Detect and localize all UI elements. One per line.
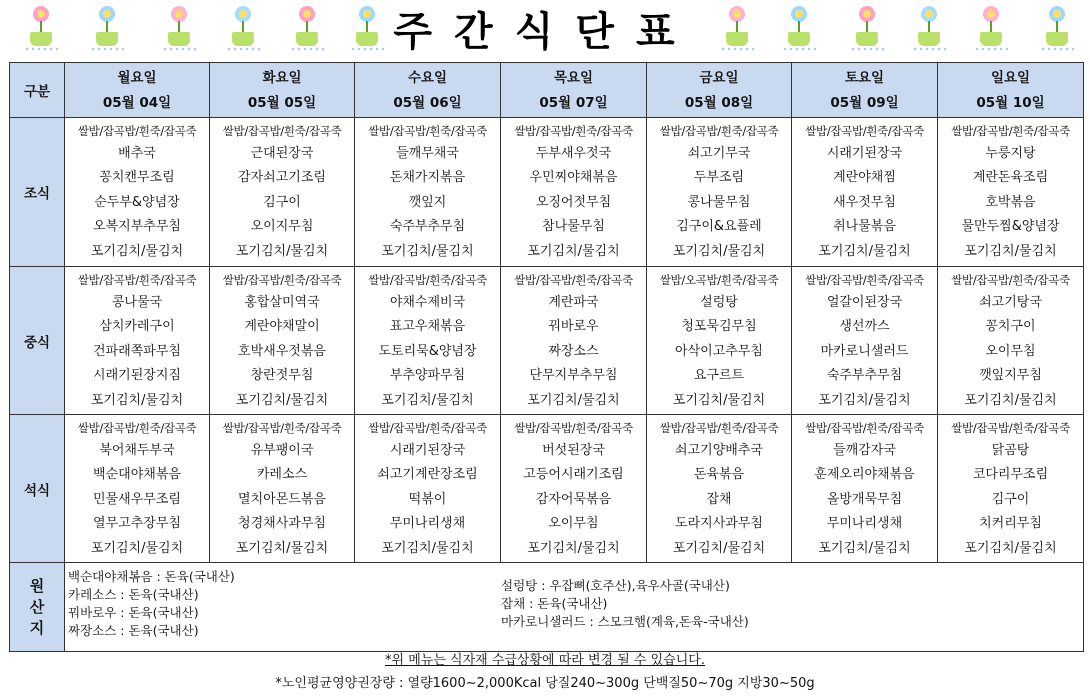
menu-cell (65, 118, 210, 267)
origin-list-left (68, 568, 235, 640)
menu-item: 민물새우무조림 (93, 491, 181, 507)
menu-item: 표고우채볶음 (389, 319, 466, 335)
menu-item: 마카로니샐러드 (820, 343, 909, 359)
menu-item: 포기김치/물김치 (964, 392, 1057, 408)
flower-pot-icon (24, 6, 58, 54)
menu-item: 물만두찜&양념장 (961, 219, 1060, 235)
menu-item: 돈육볶음 (693, 467, 745, 483)
menu-item: 오징어젓무침 (535, 194, 612, 210)
menu-cell (938, 118, 1084, 267)
menu-item: 쌀밥/잡곡밥/흰죽/잡곡죽 (805, 273, 924, 287)
menu-item: 쌀밥/잡곡밥/흰죽/잡곡죽 (514, 273, 633, 287)
menu-item: 시래기된장국 (389, 443, 466, 458)
breakfast-row (10, 118, 1084, 267)
menu-item: 쌀밥/잡곡밥/흰죽/잡곡죽 (77, 421, 197, 435)
day-header (65, 63, 210, 118)
menu-item: 도라지사과무침 (675, 516, 763, 532)
menu-item: 코다리무조림 (972, 467, 1049, 483)
menu-item: 창란젓무침 (250, 368, 314, 384)
menu-cell (501, 415, 647, 563)
menu-item: 쌀밥/잡곡밥/흰죽/잡곡죽 (368, 273, 487, 287)
menu-item: 포기김치/물김치 (90, 392, 184, 408)
menu-item: 쇠고기계란장조림 (377, 467, 478, 483)
origin-item: 마카로니샐러드 : 스모크햄(계육,돈육-국내산) (501, 614, 749, 629)
origin-row (10, 563, 1084, 652)
menu-item: 설렁탕 (700, 295, 738, 310)
origin-item: 설렁탕 : 우잡뼈(호주산),육우사골(국내산) (501, 578, 730, 593)
menu-item: 얼갈이된장국 (826, 295, 903, 310)
menu-cell (792, 415, 938, 563)
flower-pot-icon (162, 6, 196, 54)
menu-item: 오이지무침 (250, 219, 314, 235)
origin-item: 카레소스 : 돈육(국내산) (68, 587, 199, 602)
menu-item: 포기김치/물김치 (235, 540, 329, 556)
menu-item: 삼치카레구이 (99, 319, 175, 335)
lunch-row (10, 267, 1084, 415)
flower-pot-icon (850, 6, 884, 54)
menu-item: 백순대야채볶음 (93, 467, 181, 483)
date-label: 05월 06일 (393, 95, 462, 111)
menu-item: 포기김치/물김치 (527, 540, 620, 556)
date-label: 05월 09일 (830, 95, 899, 111)
menu-item: 포기김치/물김치 (672, 243, 766, 259)
origin-item: 꿔바로우 : 돈육(국내산) (68, 605, 199, 620)
menu-item: 꽁치캔무조림 (99, 170, 175, 186)
menu-item: 카레소스 (256, 467, 308, 483)
menu-item: 쌀밥/잡곡밥/흰죽/잡곡죽 (951, 124, 1070, 138)
weekday-label: 일요일 (990, 70, 1031, 86)
menu-item: 포기김치/물김치 (527, 243, 620, 259)
menu-item: 들깨감자국 (833, 443, 896, 458)
menu-item: 도토리묵&양념장 (378, 343, 477, 359)
menu-item: 포기김치/물김치 (818, 392, 911, 408)
day-header-row (10, 63, 1084, 118)
menu-item: 쌀밥/잡곡밥/흰죽/잡곡죽 (659, 124, 779, 138)
menu-item: 쌀밥/잡곡밥/흰죽/잡곡죽 (805, 124, 924, 138)
menu-cell (210, 415, 355, 563)
menu-item: 버섯된장국 (542, 443, 605, 458)
menu-item: 포기김치/물김치 (90, 243, 184, 259)
menu-item: 닭곰탕 (991, 443, 1030, 458)
menu-item: 쌀밥/잡곡밥/흰죽/잡곡죽 (368, 421, 487, 435)
meal-label: 조식 (10, 118, 65, 267)
menu-item: 계란파국 (548, 295, 599, 310)
menu-item: 쌀밥/잡곡밥/흰죽/잡곡죽 (514, 124, 633, 138)
menu-item: 쌀밥/잡곡밥/흰죽/잡곡죽 (659, 421, 779, 435)
menu-item: 포기김치/물김치 (527, 392, 620, 408)
menu-item: 숙주부추무침 (826, 368, 903, 384)
menu-item: 포기김치/물김치 (964, 243, 1057, 259)
meal-label: 중식 (10, 267, 65, 415)
menu-item: 숙주부추무침 (389, 219, 466, 235)
menu-item: 청경채사과무침 (238, 516, 326, 532)
menu-item: 우민찌야채볶음 (529, 170, 618, 186)
menu-cell (355, 118, 501, 267)
menu-cell (210, 118, 355, 267)
nutrition-guideline: *노인평균영양권장량 : 열량1600~2,000Kcal 당질240~300g 단백질50~70g 지방30~50g (275, 676, 815, 691)
menu-item: 김구이&요플레 (676, 219, 762, 235)
flower-pot-icon (226, 6, 260, 54)
weekly-menu-table (9, 62, 1084, 652)
flower-pot-icon (90, 6, 124, 54)
day-header (501, 63, 647, 118)
menu-item: 열무고추장무침 (93, 516, 181, 532)
dinner-row (10, 415, 1084, 563)
menu-item: 쌀밥/잡곡밥/흰죽/잡곡죽 (222, 273, 342, 287)
origin-label-char: 산 (29, 597, 45, 616)
weekday-label: 수요일 (407, 70, 448, 86)
menu-item: 감자어묵볶음 (535, 491, 612, 507)
flower-pot-icon (1040, 6, 1074, 54)
menu-item: 쌀밥/잡곡밥/흰죽/잡곡죽 (368, 124, 487, 138)
origin-item: 잡채 : 돈육(국내산) (501, 596, 608, 611)
origin-item: 백순대야채볶음 : 돈육(국내산) (68, 569, 235, 584)
menu-item: 포기김치/물김치 (90, 540, 184, 556)
day-header (647, 63, 792, 118)
menu-cell (792, 118, 938, 267)
weekday-label: 월요일 (117, 70, 157, 86)
menu-item: 홍합살미역국 (244, 295, 320, 310)
menu-item: 쌀밥/잡곡밥/흰죽/잡곡죽 (222, 124, 342, 138)
menu-item: 감자쇠고기조림 (238, 170, 326, 186)
menu-item: 부추양파무침 (389, 368, 466, 384)
menu-item: 북어채두부국 (99, 443, 175, 458)
menu-cell (355, 415, 501, 563)
menu-item: 생선까스 (839, 319, 890, 335)
menu-cell (501, 118, 647, 267)
menu-item: 포기김치/물김치 (381, 540, 474, 556)
menu-item: 쌀밥/잡곡밥/흰죽/잡곡죽 (77, 273, 197, 287)
origin-info (65, 563, 1084, 652)
menu-item: 두부새우젓국 (535, 146, 612, 161)
flower-pot-icon (720, 6, 754, 54)
menu-item: 무미나리생채 (389, 516, 466, 532)
menu-item: 시래기된장국 (826, 146, 903, 161)
corner-label: 구분 (10, 63, 65, 118)
menu-item: 청포묵김무침 (681, 319, 757, 335)
menu-item: 쌀밥/잡곡밥/흰죽/잡곡죽 (222, 421, 342, 435)
menu-item: 포기김치/물김치 (672, 540, 766, 556)
menu-cell (792, 267, 938, 415)
menu-item: 들깨무채국 (396, 146, 459, 161)
origin-label-char: 지 (29, 618, 45, 637)
menu-item: 쇠고기양배추국 (675, 443, 763, 458)
date-label: 05월 10일 (976, 95, 1045, 111)
menu-item: 오이무침 (548, 516, 599, 532)
menu-item: 근대된장국 (250, 146, 314, 161)
menu-item: 멸치아몬드볶음 (238, 491, 326, 507)
date-label: 05월 07일 (539, 95, 608, 111)
menu-item: 호박볶음 (985, 194, 1036, 210)
menu-cell (65, 267, 210, 415)
menu-item: 계란야채찜 (833, 170, 896, 186)
weekday-label: 토요일 (844, 70, 885, 86)
menu-item: 취나물볶음 (833, 219, 896, 235)
menu-item: 김구이 (991, 491, 1030, 507)
menu-item: 배추국 (118, 146, 156, 161)
menu-item: 꽁치구이 (985, 319, 1036, 335)
weekday-label: 목요일 (553, 70, 594, 86)
menu-item: 유부팽이국 (250, 443, 314, 458)
date-label: 05월 08일 (684, 95, 754, 111)
menu-item: 치커리무침 (979, 516, 1042, 532)
flower-pot-icon (782, 6, 816, 54)
menu-item: 쇠고기탕국 (979, 295, 1042, 310)
menu-item: 고등어시래기조림 (523, 467, 624, 483)
menu-item: 짜장소스 (548, 343, 599, 359)
menu-item: 쌀밥/잡곡밥/흰죽/잡곡죽 (77, 124, 197, 138)
menu-item: 단무지부추무침 (529, 368, 618, 384)
menu-item: 무미나리생채 (826, 516, 903, 532)
menu-item: 쌀밥/잡곡밥/흰죽/잡곡죽 (805, 421, 924, 435)
flower-pot-icon (974, 6, 1008, 54)
menu-item: 깻잎지 (408, 194, 447, 210)
menu-item: 야채수제비국 (389, 295, 466, 310)
menu-item: 계란야채말이 (244, 319, 320, 335)
origin-label-char: 원 (29, 576, 45, 595)
menu-item: 쌀밥/오곡밥/흰죽/잡곡죽 (659, 273, 779, 287)
menu-item: 꿔바로우 (548, 319, 599, 335)
menu-item: 포기김치/물김치 (818, 540, 911, 556)
menu-item: 누룽지탕 (985, 146, 1036, 161)
date-label: 05월 04일 (102, 95, 172, 111)
menu-item: 포기김치/물김치 (235, 243, 329, 259)
menu-item: 콩나물무침 (687, 194, 751, 210)
menu-item: 포기김치/물김치 (818, 243, 911, 259)
menu-item: 호박새우젓볶음 (238, 343, 326, 359)
menu-item: 돈채가지볶음 (389, 170, 466, 186)
menu-cell (647, 415, 792, 563)
day-header (792, 63, 938, 118)
menu-item: 오복지부추무침 (93, 219, 181, 235)
origin-label (10, 563, 65, 652)
menu-cell (355, 267, 501, 415)
notice-text: *위 메뉴는 식자재 수급상황에 따라 변경 될 수 있습니다. (385, 653, 705, 668)
date-label: 05월 05일 (247, 95, 317, 111)
menu-item: 아삭이고추무침 (675, 343, 763, 359)
menu-cell (210, 267, 355, 415)
menu-item: 훈제오리야채볶음 (814, 467, 915, 483)
menu-item: 포기김치/물김치 (381, 243, 474, 259)
flower-pot-icon (912, 6, 946, 54)
menu-item: 깻잎지무침 (979, 368, 1042, 384)
page-header (0, 0, 1090, 62)
day-header (938, 63, 1084, 118)
menu-item: 떡볶이 (408, 491, 447, 507)
menu-change-notice (0, 651, 1090, 671)
menu-item: 참나물무침 (542, 219, 605, 235)
day-header (210, 63, 355, 118)
menu-item: 김구이 (263, 194, 301, 210)
menu-item: 올방개묵무침 (826, 491, 903, 507)
menu-item: 쌀밥/잡곡밥/흰죽/잡곡죽 (951, 421, 1070, 435)
flower-pot-icon (290, 6, 324, 54)
day-header (355, 63, 501, 118)
menu-cell (938, 415, 1084, 563)
page-title: 주간식단표 (393, 9, 697, 55)
menu-item: 콩나물국 (111, 295, 163, 310)
menu-item: 시래기된장지짐 (93, 368, 181, 384)
menu-cell (501, 267, 647, 415)
menu-cell (65, 415, 210, 563)
origin-list-right (501, 577, 749, 631)
menu-item: 요구르트 (693, 368, 745, 384)
menu-item: 순두부&양념장 (94, 194, 180, 210)
menu-cell (938, 267, 1084, 415)
menu-item: 포기김치/물김치 (964, 540, 1057, 556)
menu-item: 새우젓무침 (833, 194, 896, 210)
menu-cell (647, 267, 792, 415)
origin-item: 짜장소스 : 돈육(국내산) (68, 623, 199, 638)
menu-item: 포기김치/물김치 (381, 392, 474, 408)
meal-label: 석식 (10, 415, 65, 563)
weekday-label: 금요일 (699, 70, 739, 86)
menu-cell (647, 118, 792, 267)
menu-item: 잡채 (706, 491, 732, 507)
menu-item: 계란돈육조림 (972, 170, 1049, 186)
menu-item: 쇠고기무국 (687, 146, 751, 161)
menu-item: 포기김치/물김치 (672, 392, 766, 408)
weekday-label: 화요일 (262, 70, 302, 86)
menu-item: 쌀밥/잡곡밥/흰죽/잡곡죽 (951, 273, 1070, 287)
menu-item: 포기김치/물김치 (235, 392, 329, 408)
menu-item: 오이무침 (985, 343, 1036, 359)
menu-item: 두부조림 (693, 170, 745, 186)
menu-item: 쌀밥/잡곡밥/흰죽/잡곡죽 (514, 421, 633, 435)
menu-item: 건파래쪽파무침 (93, 343, 181, 359)
